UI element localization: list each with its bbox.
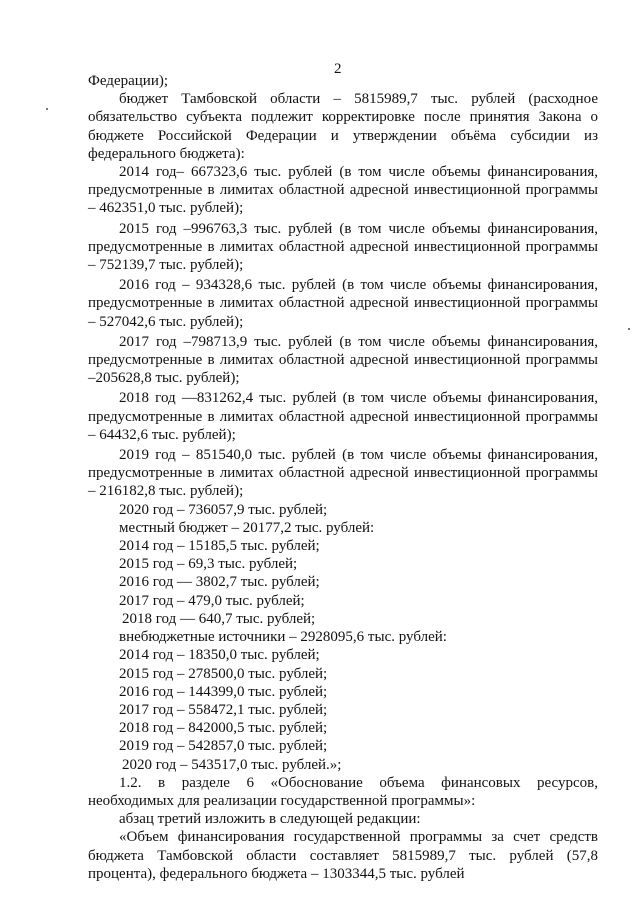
- paragraph: Федерации);: [88, 73, 169, 89]
- list-item: 2017 год – 479,0 тыс. рублей;: [119, 592, 305, 609]
- list-item: внебюджетные источники – 2928095,6 тыс. рублей:: [119, 629, 447, 646]
- list-item: 2015 год – 278500,0 тыс. рублей;: [119, 665, 328, 682]
- scan-speck: [46, 108, 48, 110]
- list-item: 2018 год — 640,7 тыс. рублей;: [122, 610, 316, 627]
- list-item: 2016 год – 144399,0 тыс. рублей;: [119, 683, 328, 700]
- list-item: 2018 год – 842000,5 тыс. рублей;: [119, 720, 328, 737]
- document-body: [88, 72, 598, 883]
- paragraph: 2019 год – 851540,0 тыс. рублей (в том числе объемы финансирования, предусмотренные в лимитах областной адресной инвестиционной программы – 216182,8 тыс. рублей);: [88, 447, 598, 500]
- paragraph: 2015 год –996763,3 тыс. рублей (в том числе объемы финансирования, предусмотренные в лимитах областной адресной инвестиционной программы – 752139,7 тыс. рублей);: [88, 220, 598, 274]
- scan-speck: [628, 328, 630, 330]
- paragraph: 2018 год —831262,4 тыс. рублей (в том числе объемы финансирования, предусмотренные в лимитах областной адресной инвестиционной программы – 64432,6 тыс. рублей);: [88, 390, 598, 443]
- paragraph: 1.2. в разделе 6 «Обоснование объема финансовых ресурсов, необходимых для реализации государственной программы»:: [88, 774, 598, 809]
- paragraph: бюджет Тамбовской области – 5815989,7 тыс. рублей (расходное обязательство субъекта подлежит корректировке после принятия Закона о бюджете Российской Федерации и утверждении объёма субсидии из федерального бюджета):: [88, 91, 598, 162]
- list-item: местный бюджет – 20177,2 тыс. рублей:: [119, 519, 375, 536]
- list-item: 2020 год – 736057,9 тыс. рублей;: [119, 501, 328, 518]
- list-item: 2014 год – 18350,0 тыс. рублей;: [119, 647, 320, 664]
- list-item: 2020 год – 543517,0 тыс. рублей.»;: [122, 756, 342, 773]
- paragraph: «Объем финансирования государственной программы за счет средств бюджета Тамбовской области составляет 5815989,7 тыс. рублей (57,8 процента), федерального бюджета – 1303344,5 тыс. рублей: [88, 829, 598, 882]
- paragraph: 2017 год –798713,9 тыс. рублей (в том числе объемы финансирования, предусмотренные в лимитах областной адресной инвестиционной программы –205628,8 тыс. рублей);: [88, 333, 598, 387]
- list-item: 2017 год – 558472,1 тыс. рублей;: [119, 701, 328, 718]
- list-item: 2014 год – 15185,5 тыс. рублей;: [119, 538, 320, 555]
- paragraph: абзац третий изложить в следующей редакции:: [119, 811, 421, 828]
- list-item: 2015 год – 69,3 тыс. рублей;: [119, 556, 298, 573]
- paragraph: 2014 год– 667323,6 тыс. рублей (в том числе объемы финансирования, предусмотренные в лимитах областной адресной инвестиционной программы – 462351,0 тыс. рублей);: [88, 164, 598, 217]
- list-item: 2019 год – 542857,0 тыс. рублей;: [119, 738, 328, 755]
- paragraph: 2016 год – 934328,6 тыс. рублей (в том числе объемы финансирования, предусмотренные в лимитах областной адресной инвестиционной программы – 527042,6 тыс. рублей);: [88, 277, 598, 330]
- page-number: 2: [334, 61, 342, 77]
- list-item: 2016 год — 3802,7 тыс. рублей;: [119, 574, 320, 591]
